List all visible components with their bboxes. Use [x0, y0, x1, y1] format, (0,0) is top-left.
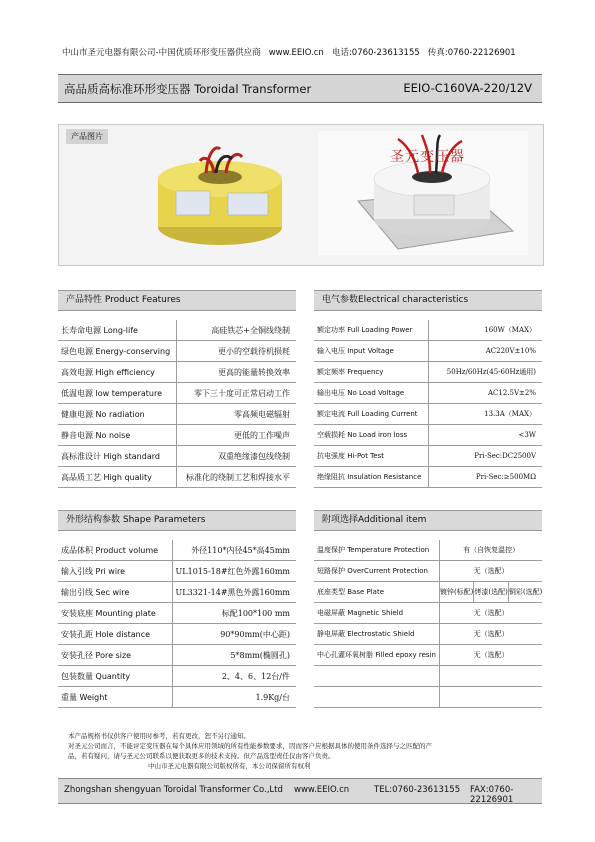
table-row — [314, 467, 542, 488]
base-plate-option: 烤漆(选配) — [474, 582, 508, 602]
row-label: 安装孔距 Hole distance — [58, 624, 172, 645]
footer-bar — [58, 778, 542, 804]
table-row — [58, 341, 296, 362]
photo-label: 产品图片 — [66, 129, 108, 144]
row-value: 双重绝缘漆包线绕制 — [177, 446, 297, 467]
row-value: AC220V±10% — [429, 341, 543, 362]
disclaimer-line: 品，若有疑问，请与圣元公司联系以便获取更多的技术支持。但产品选型责任仅由客户负责。 — [68, 752, 335, 760]
product-features-heading: 产品特性 Product Features — [58, 290, 296, 311]
row-label: 长寿命电源 Long-life — [58, 320, 177, 341]
row-value: 无（选配） — [439, 561, 542, 582]
row-label — [314, 687, 439, 708]
table-row — [314, 666, 542, 687]
table-row — [314, 603, 542, 624]
row-value: 无（选配） — [439, 645, 542, 666]
table-row — [58, 687, 296, 708]
row-label: 额定频率 Frequency — [314, 362, 429, 383]
table-row — [314, 383, 542, 404]
row-label: 输入电压 Input Voltage — [314, 341, 429, 362]
row-value: 1.9Kg/台 — [172, 687, 296, 708]
header-website-link[interactable]: www.EEIO.cn — [268, 48, 324, 58]
row-value: 90*90mm(中心距) — [172, 624, 296, 645]
footer-tel: TEL:0760-23613155 — [374, 785, 461, 795]
base-plate-option: 铜彩(选配) — [508, 588, 543, 596]
additional-heading: 附项选择Additional item — [314, 510, 542, 531]
shape-heading: 外形结构参数 Shape Parameters — [58, 510, 296, 531]
table-row — [314, 425, 542, 446]
row-label: 温度保护 Temperature Protection — [314, 540, 439, 561]
disclaimer-line: 本产品规格书仅供客户使用时参考，若有更改，恕不另行通知。 — [68, 732, 250, 740]
row-value: AC12.5V±2% — [429, 383, 543, 404]
table-row — [58, 603, 296, 624]
row-value: 无（选配） — [439, 603, 542, 624]
row-label: 高品质工艺 High quality — [58, 467, 177, 488]
table-row — [58, 362, 296, 383]
yellow-transformer-image — [146, 131, 294, 255]
brand-watermark: 圣元变压器 — [390, 149, 465, 165]
row-value — [439, 687, 542, 708]
row-value: Pri-Sec:DC2500V — [429, 446, 543, 467]
document-title: 高品质高标准环形变压器 Toroidal Transformer — [64, 82, 312, 96]
base-plate-options — [439, 582, 542, 603]
row-value: 高硅铁芯+全铜线绕制 — [177, 320, 297, 341]
header-fax: 传真:0760-22126901 — [427, 48, 516, 58]
company-name: 中山市圣元电器有限公司-中国优质环形变压器供应商 — [62, 48, 261, 58]
row-label: 底座类型 Base Plate — [314, 582, 439, 603]
disclaimer — [68, 731, 538, 771]
table-row — [58, 561, 296, 582]
row-value: <3W — [429, 425, 543, 446]
row-value: 13.3A（MAX） — [429, 404, 543, 425]
table-row — [58, 467, 296, 488]
base-plate-option: 镀锌(标配) — [440, 582, 474, 602]
row-label: 包装数量 Quantity — [58, 666, 172, 687]
row-label: 输出电压 No Load Voltage — [314, 383, 429, 404]
electrical-heading: 电气参数Electrical characteristics — [314, 290, 542, 311]
electrical-table — [314, 320, 542, 488]
row-value: 2、4、6、12台/件 — [172, 666, 296, 687]
row-label: 短路保护 OverCurrent Protection — [314, 561, 439, 582]
row-value — [439, 666, 542, 687]
copyright-line: 中山市圣元电器有限公司版权所有，本公司保留所有权利 — [148, 762, 311, 770]
table-row — [314, 446, 542, 467]
row-value: 50Hz/60Hz(45-60Hz通用) — [429, 362, 543, 383]
row-label: 静音电源 No noise — [58, 425, 177, 446]
table-row — [314, 320, 542, 341]
footer-website-link[interactable]: www.EEIO.cn — [294, 785, 350, 795]
table-row — [58, 404, 296, 425]
table-row — [314, 645, 542, 666]
row-label: 中心孔灌环氧树脂 Filled epoxy resin — [314, 645, 439, 666]
row-label: 静电屏蔽 Electrostatic Shield — [314, 624, 439, 645]
product-features-table — [58, 320, 296, 488]
table-row — [58, 666, 296, 687]
table-row — [58, 540, 296, 561]
row-value: 零下三十度可正常启动工作 — [177, 383, 297, 404]
row-value: 5*8mm(椭圆孔) — [172, 645, 296, 666]
row-value: UL3321-14#黑色外露160mm — [172, 582, 296, 603]
row-label: 空载损耗 No Load iron loss — [314, 425, 429, 446]
row-label: 健康电源 No radiation — [58, 404, 177, 425]
table-row — [314, 404, 542, 425]
row-label: 输出引线 Sec wire — [58, 582, 172, 603]
row-value: UL1015-18#红色外露160mm — [172, 561, 296, 582]
header-contact-line — [62, 46, 542, 58]
row-value: 外径110*内径45*高45mm — [172, 540, 296, 561]
row-label: 安装孔径 Pore size — [58, 645, 172, 666]
shape-table — [58, 540, 296, 708]
disclaimer-line: 对圣元公司而言，不能评定变压器在每个具体应用领域的所有性能参数要求，因而客户应根据具体的使用条件选择与之匹配的产 — [68, 742, 432, 750]
table-row — [58, 582, 296, 603]
row-value: 更低的工作噪声 — [177, 425, 297, 446]
row-label: 输入引线 Pri wire — [58, 561, 172, 582]
row-label: 绝缘阻抗 Insulation Resistance — [314, 467, 429, 488]
row-label: 电磁屏蔽 Magnetic Shield — [314, 603, 439, 624]
footer-fax: FAX:0760-22126901 — [470, 785, 514, 805]
row-label: 抗电强度 Hi-Pot Test — [314, 446, 429, 467]
table-row — [58, 446, 296, 467]
row-value: 160W（MAX） — [429, 320, 543, 341]
table-row — [314, 540, 542, 561]
table-row — [314, 624, 542, 645]
row-label: 额定功率 Full Loading Power — [314, 320, 429, 341]
table-row — [58, 624, 296, 645]
row-value: 更高的能量转换效率 — [177, 362, 297, 383]
row-label: 成品体积 Product volume — [58, 540, 172, 561]
table-row — [314, 341, 542, 362]
table-row — [314, 582, 542, 603]
table-row — [314, 561, 542, 582]
row-label: 高标准设计 High standard — [58, 446, 177, 467]
table-row — [58, 645, 296, 666]
row-value: 零高频电磁辐射 — [177, 404, 297, 425]
row-value: 无（选配） — [439, 624, 542, 645]
row-label: 绿色电源 Energy-conserving — [58, 341, 177, 362]
row-value: 标准化的绕制工艺和焊接水平 — [177, 467, 297, 488]
footer-company: Zhongshan shengyuan Toroidal Transformer Co.,Ltd — [64, 785, 283, 795]
table-row — [58, 425, 296, 446]
row-value: 有（自恢复温控） — [439, 540, 542, 561]
header-phone: 电话:0760-23613155 — [331, 48, 420, 58]
table-row — [58, 320, 296, 341]
row-value: Pri-Sec:≥500MΩ — [429, 467, 543, 488]
row-label: 重量 Weight — [58, 687, 172, 708]
row-value: 标配100*100 mm — [172, 603, 296, 624]
additional-table — [314, 540, 542, 708]
row-label: 额定电流 Full Loading Current — [314, 404, 429, 425]
model-number: EEIO-C160VA-220/12V — [403, 81, 532, 95]
table-row — [314, 362, 542, 383]
row-label: 高效电源 High efficiency — [58, 362, 177, 383]
row-label: 低温电源 low temperature — [58, 383, 177, 404]
row-label: 安装底座 Mounting plate — [58, 603, 172, 624]
title-bar — [58, 74, 542, 103]
table-row — [58, 383, 296, 404]
table-row — [314, 687, 542, 708]
row-label — [314, 666, 439, 687]
row-value: 更小的空载待机损耗 — [177, 341, 297, 362]
